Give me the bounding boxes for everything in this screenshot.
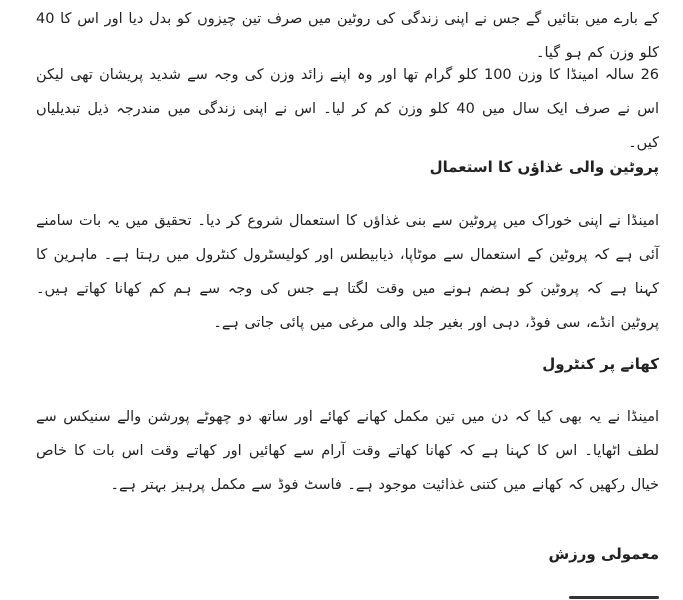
section-heading-meal-control: کھانے پر کنٹرول xyxy=(542,355,659,373)
cut-off-text-line xyxy=(569,590,659,600)
article-paragraph-weight-loss: 26 سالہ امینڈا کا وزن 100 کلو گرام تھا اور وہ اپنے زائد وزن کی وجہ سے شدید پریشان تھی لیکن اس نے صرف ایک سال میں 40 کلو وزن کم کر لیا۔ اس نے اپنی زندگی میں مندرجہ ذیل تبدیلیاں کیں۔ xyxy=(36,67,660,151)
article-paragraph-protein: امینڈا نے اپنی خوراک میں پروٹین سے بنی غذاؤں کا استعمال شروع کر دیا۔ تحقیق میں یہ بات سامنے آئی ہے کہ پروٹین کے استعمال سے موٹاپا، ذیابیطس اور کولیسٹرول کنٹرول میں رہتا ہے۔ ماہرین کا کہنا ہے کہ پروٹین کو ہضم ہونے میں وقت لگتا ہے جس کی وجہ سے ہم کم کھانا کھاتے ہیں۔ پروٹین انڈے، سی فوڈ، دہی اور بغیر جلد والی مرغی میں پائی جاتی ہے۔ xyxy=(36,213,659,331)
article-paragraph-meal-control: امینڈا نے یہ بھی کیا کہ دن میں تین مکمل کھانے کھائے اور ساتھ دو چھوٹے پورشن والے سنیکس سے لطف اٹھایا۔ اس کا کہنا ہے کہ کھانا کھاتے وقت آرام سے کھائیں اور کھاتے وقت اس بات کا خاص خیال رکھیں کہ کھانے میں کتنی غذائیت موجود ہے۔ فاسٹ فوڈ سے مکمل پرہیز بہتر ہے۔ xyxy=(36,409,659,493)
section-heading-protein: پروٹین والی غذاؤں کا استعمال xyxy=(429,158,659,176)
section-heading-light-exercise: معمولی ورزش xyxy=(548,545,659,563)
article-paragraph-intro: کے بارے میں بتائیں گے جس نے اپنی زندگی کی روٹین میں صرف تین چیزوں کو بدل دیا اور اس کا 40 کلو وزن کم ہو گیا۔ xyxy=(36,11,659,61)
